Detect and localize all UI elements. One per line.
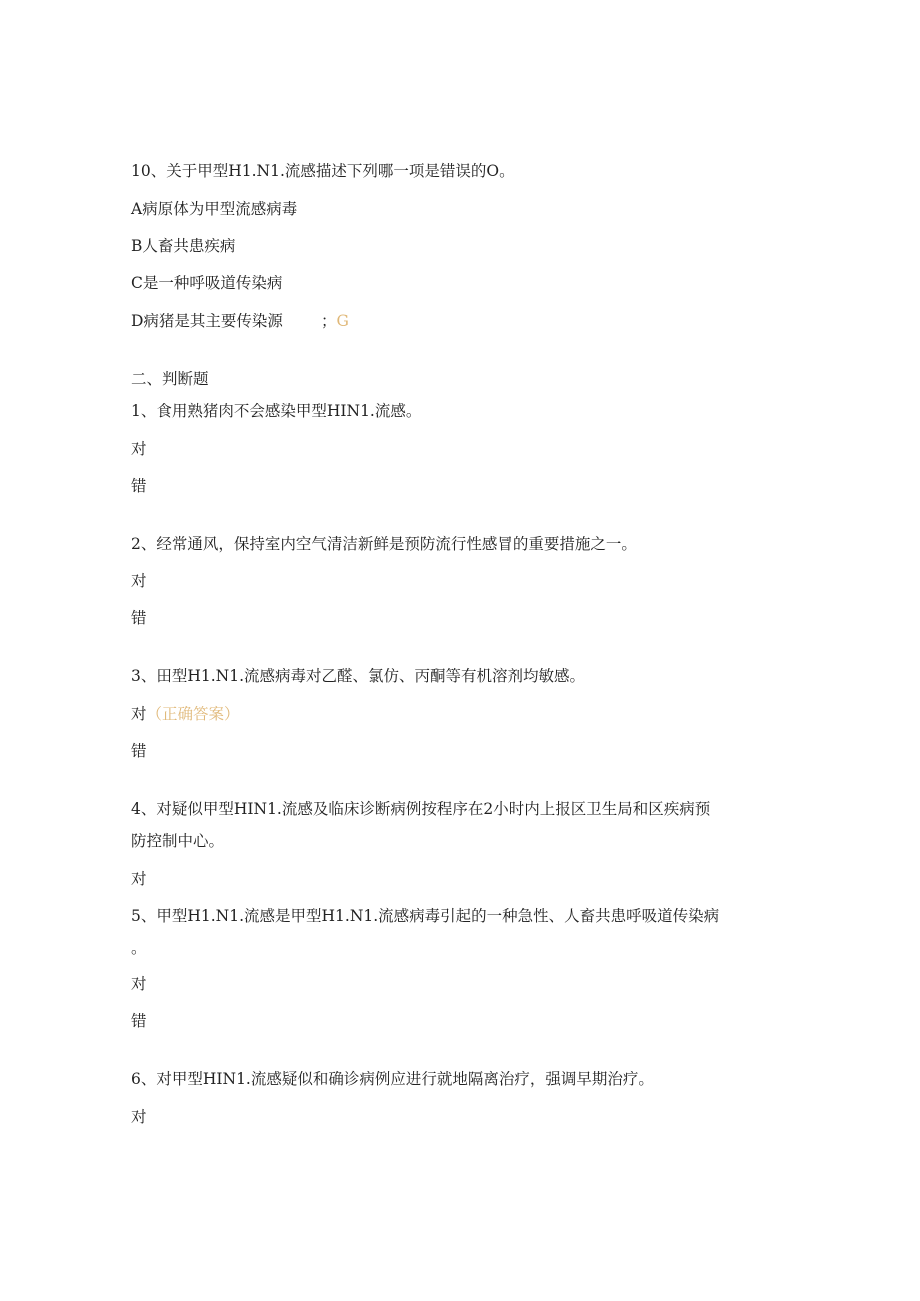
tf1-question: 1、食用熟猪肉不会感染甲型HIN1.流感。 [131, 402, 422, 420]
tf5-question-line1: 5、甲型H1.N1.流感是甲型H1.N1.流感病毒引起的一种急性、人畜共患呼吸道传染病 [131, 907, 720, 925]
tf3-option-false: 错 [131, 742, 147, 760]
q10-option-c: C是一种呼吸道传染病 [131, 274, 283, 292]
tf6-option-true: 对 [131, 1108, 147, 1126]
tf5-option-false: 错 [131, 1012, 147, 1030]
tf4-question-line2: 防控制中心。 [131, 832, 225, 850]
tf2-option-false: 错 [131, 609, 147, 627]
tf1-option-false: 错 [131, 477, 147, 495]
section-title: 二、判断题 [131, 370, 209, 388]
q10-answer-mark: G [336, 312, 349, 330]
tf5-question-line2: 。 [131, 939, 147, 957]
q10-option-d: D病猪是其主要传染源 [131, 312, 283, 330]
q10-question: 10、关于甲型H1.N1.流感描述下列哪一项是错误的O。 [131, 162, 515, 180]
tf6-question: 6、对甲型HIN1.流感疑似和确诊病例应进行就地隔离治疗，强调早期治疗。 [131, 1070, 654, 1088]
tf4-question-line1: 4、对疑似甲型HIN1.流感及临床诊断病例按程序在2小时内上报区卫生局和区疾病预 [131, 800, 711, 818]
tf3-option-true-row [131, 704, 240, 724]
tf3-question: 3、田型H1.N1.流感病毒对乙醛、氯仿、丙酮等有机溶剂均敏感。 [131, 667, 586, 685]
tf2-question: 2、经常通风，保持室内空气清洁新鲜是预防流行性感冒的重要措施之一。 [131, 535, 637, 553]
q10-option-a: A病原体为甲型流感病毒 [131, 200, 298, 218]
tf4-option-true: 对 [131, 870, 147, 888]
tf3-option-true: 对 [131, 705, 147, 723]
q10-option-d-row [131, 311, 349, 331]
q10-option-d-mark: ； [320, 312, 337, 330]
tf2-option-true: 对 [131, 572, 147, 590]
tf3-correct-answer-note: （正确答案） [146, 705, 240, 723]
tf5-option-true: 对 [131, 975, 147, 993]
q10-option-b: B人畜共患疾病 [131, 237, 236, 255]
tf1-option-true: 对 [131, 440, 147, 458]
